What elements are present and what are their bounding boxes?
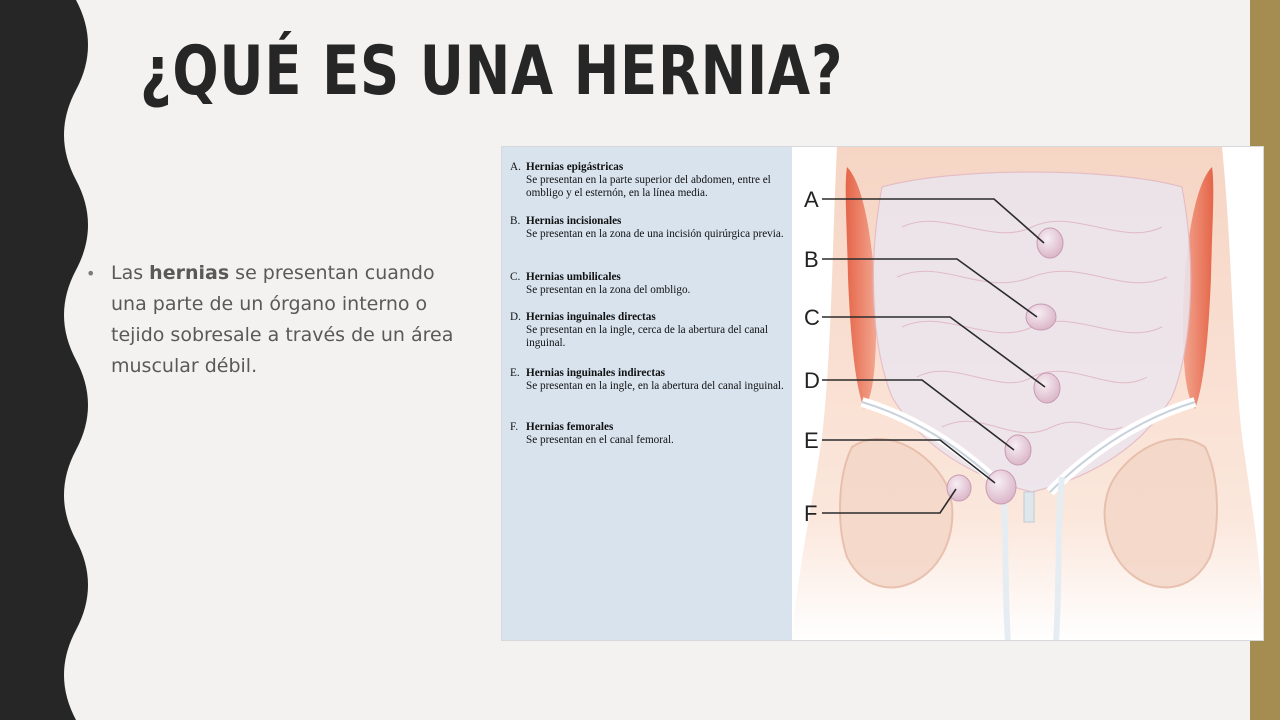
legend-title: Hernias inguinales indirectas	[526, 367, 666, 379]
hernia-c	[1034, 373, 1060, 403]
legend-item-a	[510, 161, 786, 201]
callout-a: A	[804, 187, 819, 212]
bullet-emphasis: hernias	[149, 262, 230, 284]
legend-letter: A.	[510, 161, 521, 173]
legend-title: Hernias incisionales	[526, 215, 622, 227]
legend-item-b	[510, 215, 786, 241]
bullet-dot: •	[86, 264, 96, 283]
legend-item-e	[510, 367, 786, 393]
bullet-text	[111, 258, 476, 382]
hernia-types-figure	[501, 146, 1264, 641]
legend-letter: F.	[510, 421, 519, 433]
legend-text: Se presentan en la ingle, en la abertura del canal inguinal.	[526, 380, 784, 393]
legend-text: Se presentan en la ingle, cerca de la abertura del canal inguinal.	[526, 324, 768, 350]
legend-text: Se presentan en la parte superior del abdomen, entre el ombligo y el esternón, en la línea media.	[526, 174, 771, 200]
legend-letter: E.	[510, 367, 520, 379]
legend-text: Se presentan en el canal femoral.	[526, 434, 674, 447]
slide-title: ¿QUÉ ES UNA HERNIA?	[140, 32, 844, 111]
callout-c: C	[804, 305, 820, 330]
hernia-b	[1026, 304, 1056, 330]
symphysis	[1024, 492, 1034, 522]
legend-letter: C.	[510, 271, 521, 283]
hernia-d	[1005, 435, 1031, 465]
callout-b: B	[804, 247, 819, 272]
hernia-e	[986, 470, 1016, 504]
callout-e: E	[804, 428, 819, 453]
abdomen-illustration	[792, 147, 1264, 641]
legend-letter: B.	[510, 215, 521, 227]
callout-d: D	[804, 368, 820, 393]
legend-title: Hernias epigástricas	[526, 161, 624, 173]
legend-item-d	[510, 311, 786, 351]
legend-text: Se presentan en la zona de una incisión quirúrgica previa.	[526, 228, 784, 241]
legend-panel	[502, 147, 792, 640]
callout-f: F	[804, 501, 818, 526]
legend-title: Hernias inguinales directas	[526, 311, 656, 323]
legend-title: Hernias umbilicales	[526, 271, 621, 283]
bullet-prefix: Las	[111, 262, 150, 284]
legend-title: Hernias femorales	[526, 421, 614, 433]
legend-letter: D.	[510, 311, 521, 323]
bullet-item	[86, 258, 476, 382]
legend-text: Se presentan en la zona del ombligo.	[526, 284, 691, 297]
legend-item-f	[510, 421, 786, 447]
hernia-a	[1037, 228, 1063, 258]
legend-item-c	[510, 271, 786, 297]
bullet-suffix: se presentan cuando una parte de un órgano interno o tejido sobresale a través de un área muscular débil.	[111, 262, 454, 377]
